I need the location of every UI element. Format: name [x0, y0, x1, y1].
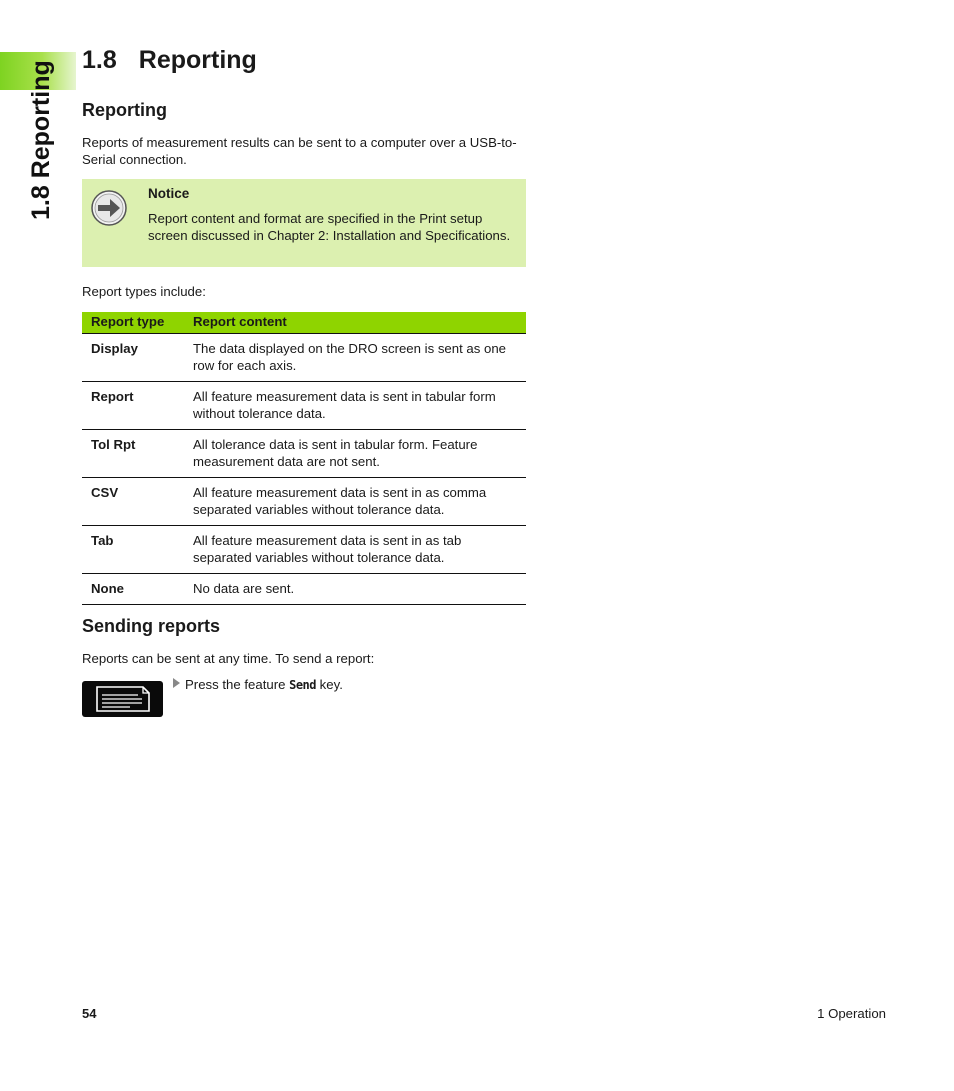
- step-text-prefix: Press the feature: [185, 677, 290, 692]
- sending-intro: Reports can be sent at any time. To send a report:: [82, 651, 375, 666]
- report-type-cell: None: [82, 574, 184, 605]
- send-step-instruction: [173, 677, 343, 694]
- report-type-cell: Report: [82, 382, 184, 430]
- side-tab-title-text: 1.8 Reporting: [27, 60, 55, 220]
- notice-text: Report content and format are specified in the Print setup screen discussed in Chapter 2: Installation and Specifications.: [148, 211, 511, 243]
- report-types-table: [82, 312, 526, 605]
- reporting-intro: Reports of measurement results can be sent to a computer over a USB-to-Serial connection.: [82, 135, 517, 167]
- footer-chapter: 1 Operation: [817, 1006, 886, 1021]
- column-header-report-type: Report type: [82, 312, 184, 334]
- section-title: Reporting: [138, 46, 257, 74]
- report-content-cell: All feature measurement data is sent in as tab separated variables without tolerance data.: [184, 526, 526, 574]
- report-content-cell: No data are sent.: [184, 574, 526, 605]
- send-key-label: Send: [289, 678, 316, 692]
- table-row: [82, 478, 526, 526]
- report-content-cell: All feature measurement data is sent in tabular form without tolerance data.: [184, 382, 526, 430]
- table-row: [82, 526, 526, 574]
- step-text-suffix: key.: [316, 677, 343, 692]
- report-content-cell: All tolerance data is sent in tabular form. Feature measurement data are not sent.: [184, 430, 526, 478]
- arrow-right-icon: [91, 190, 127, 226]
- report-type-cell: Display: [82, 334, 184, 382]
- table-row: [82, 382, 526, 430]
- report-type-cell: Tab: [82, 526, 184, 574]
- side-tab-title: [23, 52, 63, 222]
- notice-title: Notice: [148, 186, 190, 201]
- document-send-icon: [82, 681, 163, 717]
- page-number: 54: [82, 1006, 97, 1021]
- page-title: [82, 46, 257, 75]
- report-type-cell: Tol Rpt: [82, 430, 184, 478]
- subsection-heading-reporting: Reporting: [82, 100, 167, 120]
- table-row: [82, 334, 526, 382]
- column-header-report-content: Report content: [184, 312, 526, 334]
- report-content-cell: The data displayed on the DRO screen is sent as one row for each axis.: [184, 334, 526, 382]
- subsection-heading-sending-reports: Sending reports: [82, 616, 221, 636]
- table-row: [82, 430, 526, 478]
- send-key-image: [82, 681, 163, 717]
- report-type-cell: CSV: [82, 478, 184, 526]
- report-content-cell: All feature measurement data is sent in as comma separated variables without tolerance data.: [184, 478, 526, 526]
- notice-box: [82, 179, 526, 267]
- table-header-row: [82, 312, 526, 334]
- section-number: 1.8: [82, 46, 117, 74]
- table-row: [82, 574, 526, 605]
- report-types-intro: Report types include:: [82, 284, 206, 299]
- step-arrow-icon: [173, 678, 180, 688]
